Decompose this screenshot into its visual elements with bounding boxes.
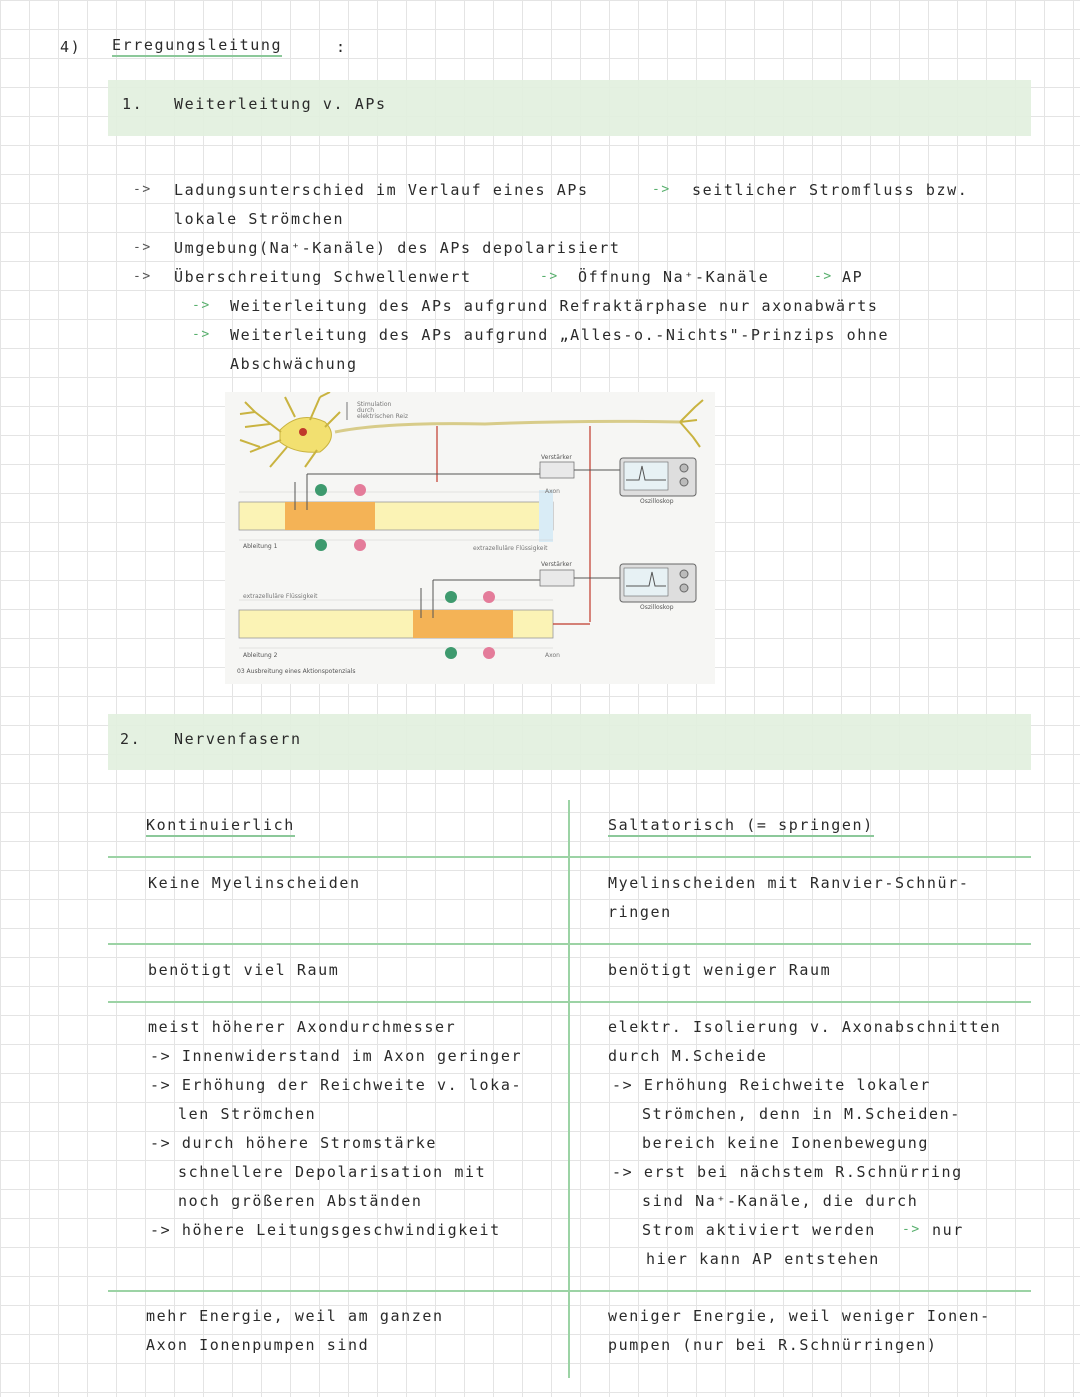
note-line: Überschreitung Schwellenwert [174,268,472,286]
table-cell: Strömchen, denn in M.Scheiden- [642,1105,961,1123]
figure-label: Ableitung 2 [243,652,278,659]
figure-label: Ableitung 1 [243,543,278,550]
table-cell: pumpen (nur bei R.Schnürringen) [608,1336,938,1354]
table-cell: hier kann AP entstehen [646,1250,880,1268]
na-channel-icon [445,647,457,659]
note-line: lokale Strömchen [174,210,345,228]
note-line: AP [842,268,864,286]
table-cell: nur [932,1221,964,1239]
na-channel-icon [315,484,327,496]
arrow-icon: -> [192,327,211,342]
table-cell: Myelinscheiden mit Ranvier-Schnür- [608,874,970,892]
note-line: Öffnung Na⁺-Kanäle [578,268,770,286]
k-channel-icon [483,591,495,603]
figure-label: extrazelluläre Flüssigkeit [473,545,548,552]
note-line: Abschwächung [230,355,358,373]
table-cell: -> höhere Leitungsgeschwindigkeit [150,1221,501,1239]
figure-label: Stimulation [357,401,392,408]
subsection-2-title: Nervenfasern [174,730,302,748]
figure-label: Axon [545,652,560,659]
arrow-icon: -> [814,269,833,284]
section-title: Erregungsleitung [112,36,282,57]
table-cell: meist höherer Axondurchmesser [148,1018,457,1036]
table-cell: -> Erhöhung der Reichweite v. loka- [150,1076,523,1094]
note-line: seitlicher Stromfluss bzw. [692,181,969,199]
figure-label: Verstärker [541,454,572,461]
table-cell: benötigt viel Raum [148,961,340,979]
table-cell: Keine Myelinscheiden [148,874,361,892]
subsection-2-number: 2. [120,730,142,748]
section-number: 4) [60,38,82,56]
table-cell: sind Na⁺-Kanäle, die durch [642,1192,919,1210]
table-header: Saltatorisch (= springen) [608,816,874,837]
amplifier-icon [540,570,574,586]
arrow-icon: -> [902,1222,921,1237]
table-header: Kontinuierlich [146,816,295,837]
figure-label: Oszilloskop [640,604,674,611]
arrow-icon: -> [133,182,152,197]
arrow-icon: -> [133,269,152,284]
table-cell: weniger Energie, weil weniger Ionen- [608,1307,991,1325]
note-line: Ladungsunterschied im Verlauf eines APs [174,181,589,199]
note-line: Weiterleitung des APs aufgrund Refraktärphase nur axonabwärts [230,297,879,315]
amplifier-icon [540,462,574,478]
subsection-1-title: Weiterleitung v. APs [174,95,387,113]
table-cell: bereich keine Ionenbewegung [642,1134,930,1152]
table-cell: durch M.Scheide [608,1047,768,1065]
arrow-icon: -> [652,182,671,197]
table-cell: elektr. Isolierung v. Axonabschnitten [608,1018,1002,1036]
k-channel-icon [483,647,495,659]
table-cell: Strom aktiviert werden [642,1221,876,1239]
table-cell: schnellere Depolarisation mit [178,1163,487,1181]
table-cell: -> durch höhere Stromstärke [150,1134,438,1152]
table-cell: Axon Ionenpumpen sind [146,1336,370,1354]
arrow-icon: -> [540,269,559,284]
k-channel-icon [354,539,366,551]
figure-label: Oszilloskop [640,498,674,505]
table-cell: benötigt weniger Raum [608,961,832,979]
figure-label: Axon [545,488,560,495]
action-potential-figure [225,392,715,684]
arrow-icon: -> [192,298,211,313]
na-channel-icon [315,539,327,551]
table-cell: len Strömchen [178,1105,317,1123]
table-cell: -> Innenwiderstand im Axon geringer [150,1047,523,1065]
table-cell: ringen [608,903,672,921]
section-colon: : [336,38,347,56]
note-line: Umgebung(Na⁺-Kanäle) des APs depolarisiert [174,239,621,257]
figure-label: extrazelluläre Flüssigkeit [243,593,318,600]
k-channel-icon [354,484,366,496]
table-cell: -> Erhöhung Reichweite lokaler [612,1076,931,1094]
table-cell: -> erst bei nächstem R.Schnürring [612,1163,963,1181]
table-cell: mehr Energie, weil am ganzen [146,1307,444,1325]
figure-label: Verstärker [541,561,572,568]
figure-label: elektrischen Reiz [357,413,409,420]
table-cell: noch größeren Abständen [178,1192,423,1210]
arrow-icon: -> [133,240,152,255]
note-line: Weiterleitung des APs aufgrund „Alles-o.-Nichts"-Prinzips ohne [230,326,890,344]
figure-caption: 03 Ausbreitung eines Aktionspotenzials [237,668,356,675]
figure-label: durch [357,407,375,414]
na-channel-icon [445,591,457,603]
subsection-1-number: 1. [122,95,144,113]
